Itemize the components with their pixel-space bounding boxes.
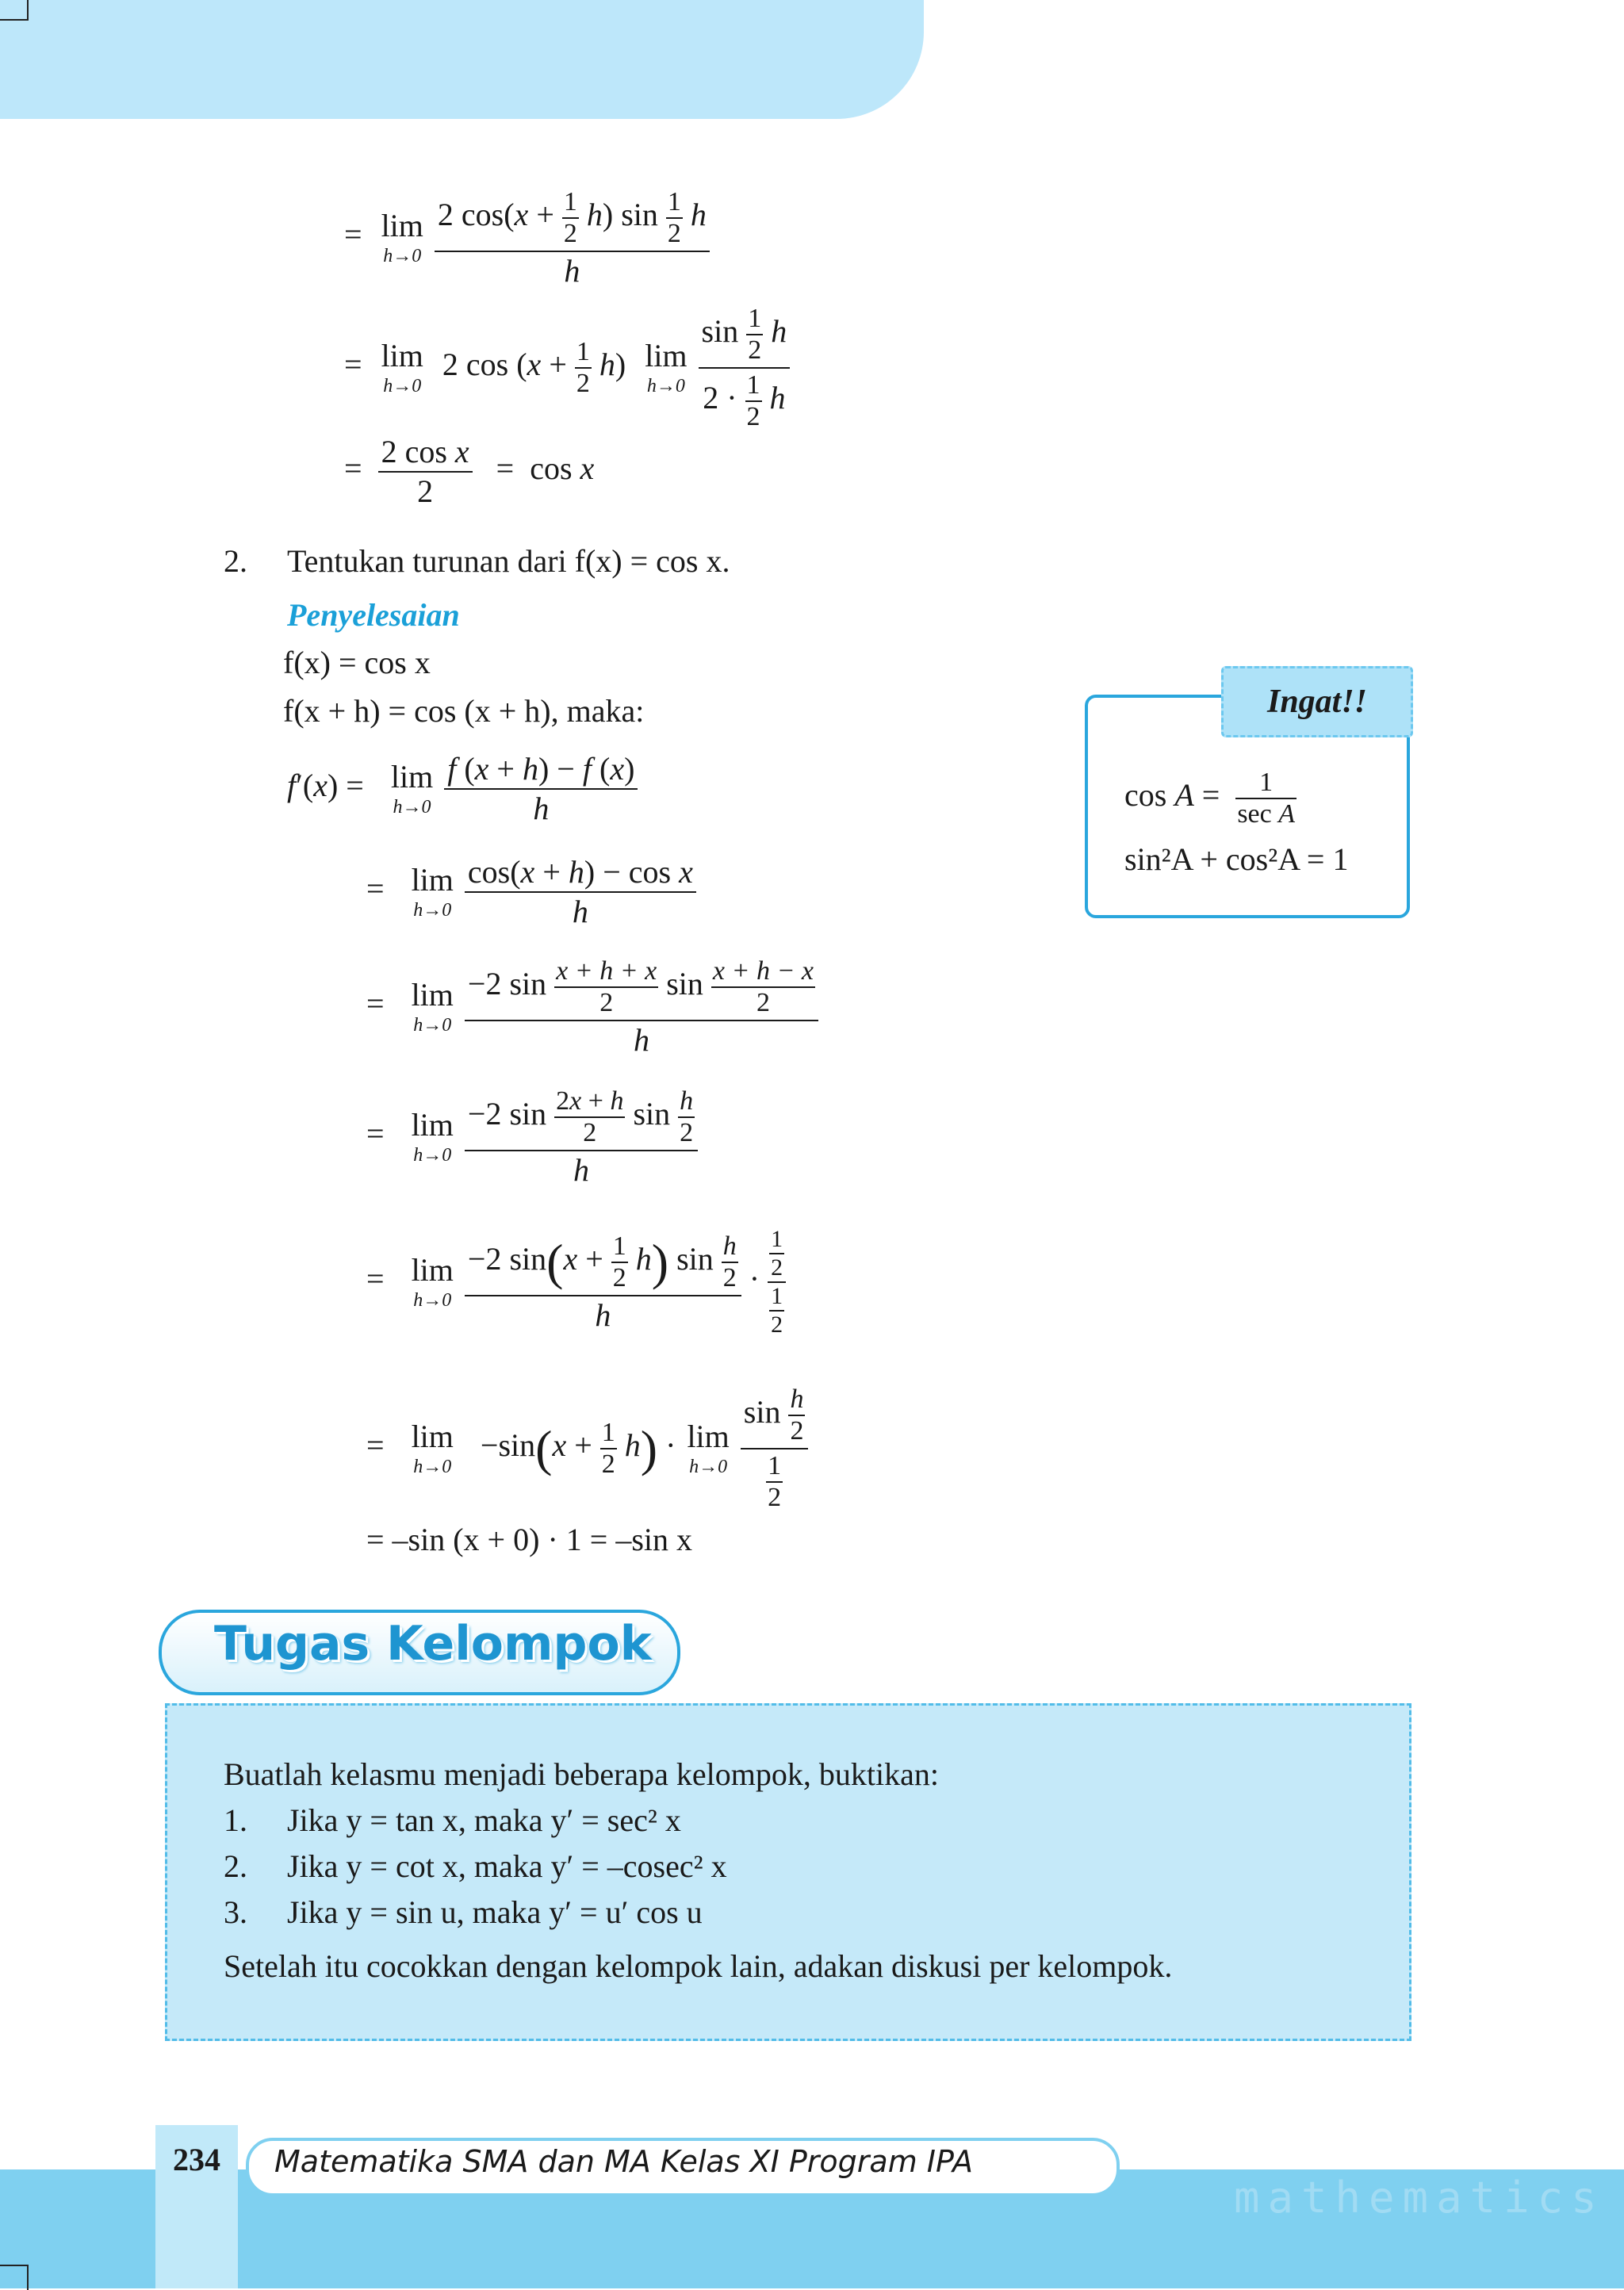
book-title: Matematika SMA dan MA Kelas XI Program IPA	[274, 2144, 974, 2179]
tugas-item-2: Jika y = cot x, maka y′ = –cosec² x	[287, 1848, 727, 1884]
tugas-item-1: Jika y = tan x, maka y′ = sec² x	[287, 1802, 681, 1838]
derivation-cos-step5: = lim h→0 −2 sin(x + $\frac{1}{2}$ h) sin $\frac{h}{2}$ h · $\frac{\frac{1}{2}}{\frac{1}{2}}$	[366, 1227, 786, 1337]
solution-line-2: f(x + h) = cos (x + h), maka:	[283, 693, 645, 729]
crop-mark-top	[0, 0, 29, 21]
derivation-sin-step1: = lim h→0 2 cos(x + $\frac{1}{2}$ h) sin $\frac{1}{2}$ h h	[344, 189, 710, 287]
tugas-item-2-number: 2.	[224, 1848, 247, 1884]
derivation-sin-step3: = $\frac{\text{2 cos x}}{2}$ = cos x	[344, 434, 595, 509]
derivation-cos-step6: = lim h→0 −sin(x + $\frac{1}{2}$ h) · lim h→0 sin $\frac{h}{2}$ $\frac{1}{2}$	[366, 1386, 808, 1511]
derivation-cos-step2: = lim h→0 $\frac{\text{cos(x + h) − cos x}}{h}$	[366, 856, 696, 928]
tugas-title: Tugas Kelompok	[214, 1616, 652, 1672]
page-number: 234	[173, 2142, 220, 2177]
tugas-closing: Setelah itu cocokkan dengan kelompok lain, adakan diskusi per kelompok.	[224, 1948, 1173, 1984]
derivation-cos-step3: = lim h→0 −2 sin $\frac{x + h + x}{2}$ sin $\frac{x + h - x}{2}$ h	[366, 958, 818, 1056]
derivation-cos-step4: = lim h→0 −2 sin $\frac{2x + h}{2}$ sin $\frac{h}{2}$ h	[366, 1088, 698, 1186]
derivation-cos-step1: f′(x) = lim h→0 $\frac{f (x + h) - f (x)}{h}$	[287, 753, 638, 825]
derivation-sin-step2: = lim h→0 2 cos (x + $\frac{1}{2}$ h) lim h→0 sin $\frac{1}{2}$ h 2 · $\frac{1}{2}$ h	[344, 305, 790, 431]
solution-line-1: f(x) = cos x	[283, 645, 431, 680]
ingat-formula-1: cos A = 1 sec A	[1124, 768, 1296, 829]
ingat-formula-2: sin²A + cos²A = 1	[1124, 841, 1349, 877]
footer-watermark: mathematics	[1234, 2173, 1605, 2223]
example-2-question: Tentukan turunan dari f(x) = cos x.	[287, 543, 730, 579]
example-2-number: 2.	[224, 543, 247, 579]
derivation-cos-final: = –sin (x + 0) · 1 = –sin x	[366, 1522, 692, 1557]
solution-heading: Penyelesaian	[287, 597, 460, 633]
tugas-item-3-number: 3.	[224, 1894, 247, 1930]
ingat-title-tab	[1221, 666, 1413, 737]
crop-mark-bottom	[0, 2265, 29, 2290]
tugas-item-1-number: 1.	[224, 1802, 247, 1838]
tugas-item-3: Jika y = sin u, maka y′ = u′ cos u	[287, 1894, 703, 1930]
ingat-title: Ingat!!	[1266, 684, 1368, 720]
header-banner	[0, 0, 924, 119]
tugas-intro: Buatlah kelasmu menjadi beberapa kelompok, buktikan:	[224, 1756, 939, 1792]
